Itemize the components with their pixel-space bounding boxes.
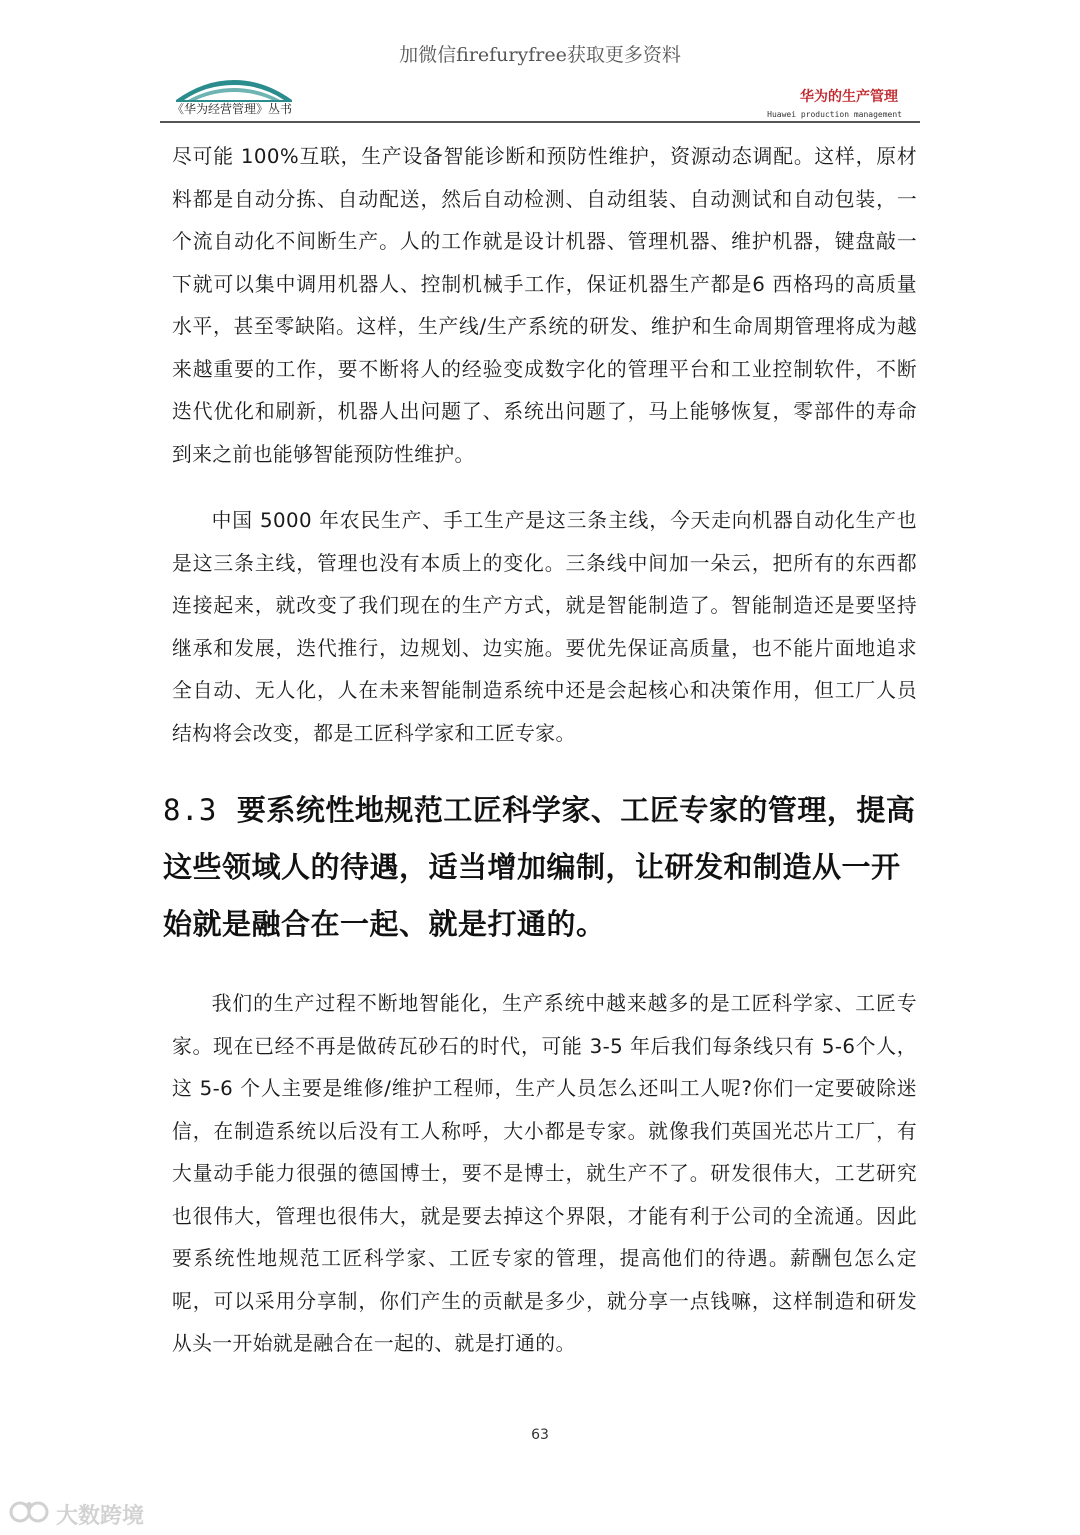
section-number: 8.3 — [163, 793, 217, 827]
page-number: 63 — [531, 1427, 549, 1443]
series-title: 《华为经营管理》丛书 — [172, 102, 293, 116]
section-heading — [163, 782, 923, 953]
header-divider — [160, 121, 920, 123]
section-title: 要系统性地规范工匠科学家、工匠专家的管理，提高这些领域人的待遇，适当增加编制，让研发和制造从一开始就是融合在一起、就是打通的。 — [163, 793, 916, 941]
top-watermark-text: 加微信firefuryfree获取更多资料 — [399, 44, 681, 66]
watermark-logo-icon — [8, 1497, 52, 1527]
book-subtitle: Huawei production management — [767, 110, 902, 119]
corner-watermark-text: 大数跨境 — [56, 1504, 145, 1529]
book-title: 华为的生产管理 — [800, 89, 898, 105]
corner-watermark — [8, 1495, 158, 1531]
body-paragraph-1: 尽可能 100%互联，生产设备智能诊断和预防性维护，资源动态调配。这样，原材料都是自动分拣、自动配送，然后自动检测、自动组装、自动测试和自动包装，一个流自动化不间断生产。人的工作就是设计机器、管理机器、维护机器，键盘敲一下就可以集中调用机器人、控制机械手工作，保证机器生产都是6 西格玛的高质量水平，甚至零缺陷。这样，生产线/生产系统的研发、维护和生命周期管理将成为越来越重要的工作，要不断将人的经验变成数字化的管理平台和工业控制软件，不断迭代优化和刷新，机器人出问题了、系统出问题了，马上能够恢复，零部件的寿命到来之前也能够智能预防性维护。 — [172, 145, 917, 466]
body-paragraph-3: 我们的生产过程不断地智能化，生产系统中越来越多的是工匠科学家、工匠专家。现在已经不再是做砖瓦砂石的时代，可能 3-5 年后我们每条线只有 5-6个人，这 5-6 个人主要是维修/维护工程师，生产人员怎么还叫工人呢?你们一定要破除迷信，在制造系统以后没有工人称呼，大小都是专家。就像我们英国光芯片工厂，有大量动手能力很强的德国博士，要不是博士，就生产不了。研发很伟大，工艺研究也很伟大，管理也很伟大，就是要去掉这个界限，才能有利于公司的全流通。因此要系统性地规范工匠科学家、工匠专家的管理，提高他们的待遇。薪酬包怎么定呢，可以采用分享制，你们产生的贡献是多少，就分享一点钱嘛，这样制造和研发从头一开始就是融合在一起的、就是打通的。 — [172, 992, 917, 1355]
body-paragraph-2: 中国 5000 年农民生产、手工生产是这三条主线，今天走向机器自动化生产也是这三条主线，管理也没有本质上的变化。三条线中间加一朵云，把所有的东西都连接起来，就改变了我们现在的生产方式，就是智能制造了。智能制造还是要坚持继承和发展，迭代推行，边规划、边实施。要优先保证高质量，也不能片面地追求全自动、无人化，人在未来智能制造系统中还是会起核心和决策作用，但工厂人员结构将会改变，都是工匠科学家和工匠专家。 — [172, 509, 917, 745]
page-header — [160, 72, 920, 122]
